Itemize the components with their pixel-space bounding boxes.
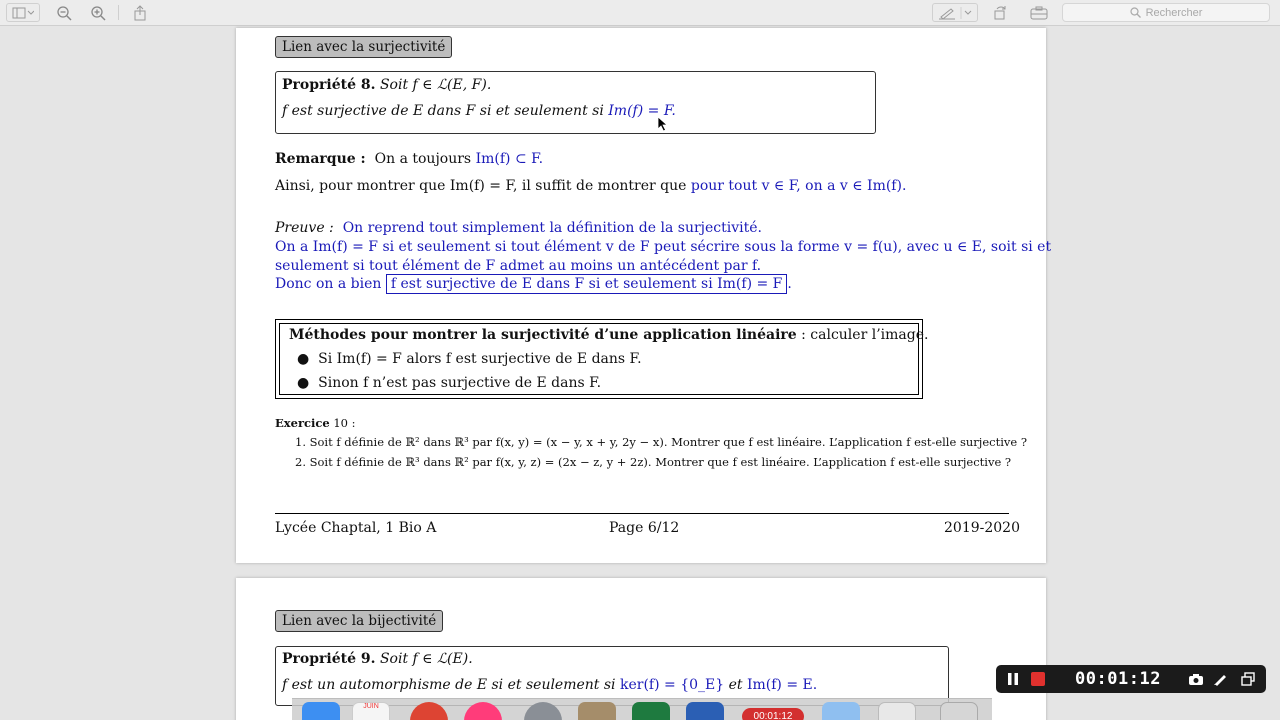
methods-bullet-1-text: Si Im(f) = F alors f est surjective de E dans F. (318, 351, 642, 367)
preuve-conclusion-text: Donc on a bien (275, 276, 382, 292)
remarque-formula: Im(f) ⊂ F. (475, 151, 544, 167)
folder-dock-icon[interactable] (822, 702, 860, 720)
property-8-heading (282, 76, 491, 94)
documents-dock-icon[interactable] (878, 702, 916, 720)
preuve-boxed-result: f est surjective de E dans F si et seulement si Im(f) = F (386, 274, 788, 294)
methods-bullet-2-text: Sinon f n’est pas surjective de E dans F. (318, 375, 602, 391)
search-placeholder: Rechercher (1145, 6, 1203, 19)
rotate-button[interactable] (988, 3, 1012, 22)
footer-rule (275, 513, 1009, 514)
toolbar (0, 0, 1280, 26)
property-9-and: et (728, 677, 743, 693)
remarque (275, 150, 543, 168)
methods-title-bold: Méthodes pour montrer la surjectivité d’une application linéaire (289, 327, 797, 343)
preuve-period: . (787, 276, 792, 292)
camera-icon (1188, 673, 1204, 686)
word-dock-icon[interactable] (686, 702, 724, 720)
pause-button[interactable] (1002, 665, 1024, 693)
property-8-hypothesis: Soit f ∈ ℒ(E, F). (379, 77, 492, 93)
preview-dock-icon[interactable] (578, 702, 616, 720)
methods-title (289, 326, 928, 344)
zoom-out-icon (56, 5, 72, 21)
remarque-text: On a toujours (374, 151, 472, 167)
preuve-line-2: On a Im(f) = F si et seulement si tout élément v de F peut sécrire sous la forme v = f(u), avec u ∈ E, soit si et (275, 239, 1052, 255)
footer-year: 2019-2020 (944, 520, 1020, 536)
window-icon (1241, 672, 1255, 686)
trash-dock-icon[interactable] (940, 702, 978, 720)
ainsi-paragraph (275, 177, 906, 195)
methods-title-rest: : calculer l’image. (796, 327, 929, 343)
methods-bullet-1 (297, 350, 642, 368)
search-icon (1130, 7, 1141, 18)
toolbox-icon (1030, 6, 1048, 20)
zoom-out-button[interactable] (52, 3, 76, 22)
preuve-line-4 (275, 275, 792, 293)
exercise-item-1: 1. Soit f définie de ℝ² dans ℝ³ par f(x, y) = (x − y, x + y, 2y − x). Montrer que f est linéaire. L’application f est-elle surjective ? (295, 435, 1027, 449)
markup-pen-icon (935, 6, 975, 20)
calendar-month: JUIN (363, 703, 379, 710)
finder-dock-icon[interactable] (302, 702, 340, 720)
exercise-item-2: 2. Soit f définie de ℝ³ dans ℝ² par f(x, y, z) = (2x − z, y + 2z). Montrer que f est linéaire. L’application f est-elle surjective ? (295, 455, 1012, 469)
annotate-button[interactable] (1210, 665, 1230, 693)
property-8-condition: Im(f) = F. (608, 103, 676, 119)
bullet-icon: ● (297, 375, 310, 391)
property-9-statement (282, 676, 817, 694)
screenshot-button[interactable] (1186, 665, 1206, 693)
chrome-dock-icon[interactable] (410, 702, 448, 720)
property-9-title: Propriété 9. (282, 651, 376, 667)
music-dock-icon[interactable] (464, 702, 502, 720)
mouse-cursor-icon (657, 116, 669, 132)
property-8-statement (282, 102, 676, 120)
calendar-dock-icon[interactable] (352, 702, 390, 720)
bijectivity-link-label: Lien avec la bijectivité (275, 610, 443, 632)
property-9-kernel: ker(f) = {0_E} (620, 677, 725, 693)
property-9-heading (282, 650, 473, 668)
ainsi-text: Ainsi, pour montrer que Im(f) = F, il suffit de montrer que (275, 178, 687, 194)
screen-recorder-widget (996, 665, 1266, 693)
exercise-number: 10 : (333, 416, 356, 430)
sidebar-toggle-button[interactable] (6, 3, 40, 22)
property-8-statement-text: f est surjective de E dans F si et seulement si (282, 103, 604, 119)
property-8-title: Propriété 8. (282, 77, 376, 93)
toolbox-button[interactable] (1026, 3, 1052, 22)
preuve-line-1 (275, 219, 762, 237)
sidebar-icon (12, 7, 34, 19)
stop-button[interactable] (1028, 665, 1048, 693)
methods-bullet-2 (297, 374, 601, 392)
bullet-icon: ● (297, 351, 310, 367)
search-field[interactable] (1062, 3, 1270, 22)
share-icon (133, 5, 147, 21)
recorder-time: 00:01:12 (1075, 669, 1161, 689)
markup-button[interactable] (932, 3, 978, 22)
stop-icon (1031, 672, 1045, 686)
zoom-in-button[interactable] (86, 3, 110, 22)
zoom-in-icon (90, 5, 106, 21)
rotate-icon (992, 5, 1008, 21)
pdf-page-6 (236, 28, 1052, 563)
recording-timer-badge[interactable]: 00:01:12 (742, 708, 804, 720)
surjectivity-link-label: Lien avec la surjectivité (275, 36, 452, 58)
exercise-label: Exercice (275, 416, 330, 430)
footer-school: Lycée Chaptal, 1 Bio A (275, 520, 437, 536)
ainsi-formula: pour tout v ∈ F, on a v ∈ Im(f). (690, 178, 907, 194)
pause-icon (1007, 672, 1019, 686)
dock (292, 698, 992, 720)
preuve-text-1: On reprend tout simplement la définition de la surjectivité. (342, 220, 762, 236)
share-button[interactable] (128, 3, 152, 22)
window-button[interactable] (1238, 665, 1258, 693)
preuve-label: Preuve : (275, 220, 334, 236)
property-9-image: Im(f) = E. (746, 677, 818, 693)
excel-dock-icon[interactable] (632, 702, 670, 720)
exercise-heading (275, 414, 356, 432)
preuve-line-3: seulement si tout élément de F admet au moins un antécédent par f. (275, 258, 762, 274)
property-9-statement-text: f est un automorphisme de E si et seulement si (282, 677, 616, 693)
footer-page-number: Page 6/12 (609, 520, 680, 536)
property-9-hypothesis: Soit f ∈ ℒ(E). (379, 651, 473, 667)
pencil-icon (1213, 672, 1227, 686)
toolbar-divider (118, 5, 119, 20)
tex-dock-icon[interactable] (524, 702, 562, 720)
remarque-label: Remarque : (275, 151, 366, 167)
